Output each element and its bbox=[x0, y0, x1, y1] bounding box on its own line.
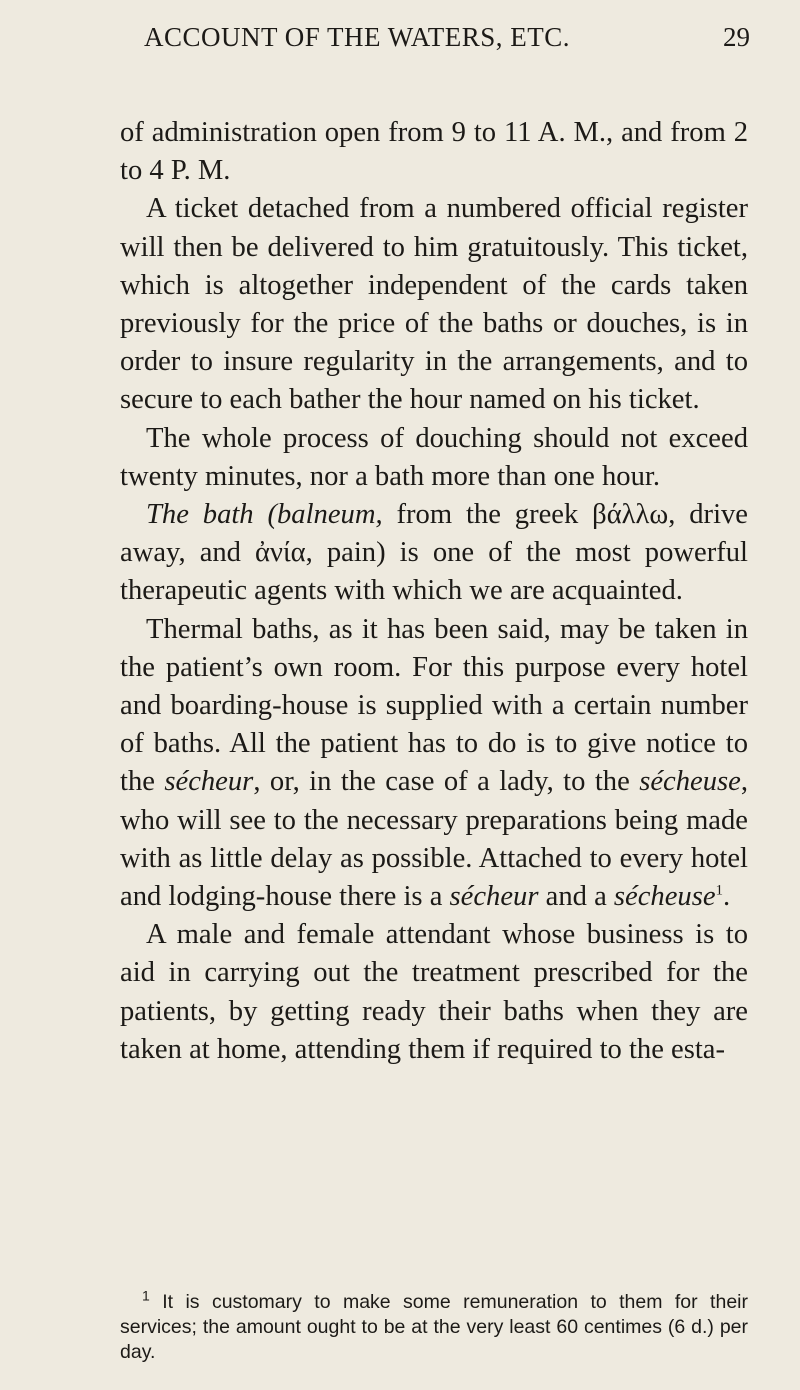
footnotes bbox=[120, 1287, 748, 1365]
paragraph-douching bbox=[120, 420, 748, 496]
paragraph-text: from the greek βάλλω, drive away, and ἀνία, pain) is one of the most powerful therapeutic agents with which we are acquainted. bbox=[120, 499, 748, 607]
body-text bbox=[120, 114, 748, 1069]
page-number: 29 bbox=[723, 22, 750, 52]
paragraph-bath bbox=[120, 496, 748, 611]
paragraph-attendants bbox=[120, 916, 748, 1069]
paragraph-text: , or, in the case of a lady, to the bbox=[253, 766, 640, 798]
paragraph-text: and a bbox=[538, 881, 614, 913]
footnote-reference: 1 bbox=[715, 882, 724, 899]
footnote-mark: 1 bbox=[142, 1287, 150, 1304]
italic-term: sécheur bbox=[449, 881, 539, 913]
italic-term: sécheuse bbox=[613, 881, 716, 913]
paragraph-text: A male and female attendant whose business is to aid in carrying out the treatment prescribed for the patients, by getting ready their baths when they are taken at home, attending them if required to the esta- bbox=[120, 919, 748, 1065]
paragraph-text: The whole process of douching should not exceed twenty minutes, nor a bath more than one hour. bbox=[120, 422, 748, 492]
paragraph-text: , who will see to the necessary preparations being made with as little delay as possible. Attached to every hotel and lodging-house there is a bbox=[120, 766, 748, 913]
paragraph-text: . bbox=[723, 881, 731, 913]
running-head: ACCOUNT OF THE WATERS, ETC. bbox=[144, 22, 571, 52]
paragraph-thermal-baths bbox=[120, 611, 748, 917]
paragraph-text: of administration open from 9 to 11 A. M., and from 2 to 4 P. M. bbox=[120, 117, 748, 187]
footnote bbox=[120, 1287, 748, 1365]
paragraph-ticket bbox=[120, 190, 748, 419]
page-header bbox=[120, 22, 750, 62]
italic-term: The bath (balneum, bbox=[146, 499, 383, 531]
paragraph-continued bbox=[120, 114, 748, 190]
italic-term: sécheur bbox=[164, 766, 254, 798]
footnote-text: It is customary to make some remuneration to them for their services; the amount ought to be at the very least 60 centimes (6 d.) per day. bbox=[120, 1291, 748, 1363]
paragraph-text: Thermal baths, as it has been said, may be taken in the patient’s own room. For this purpose every hotel and boarding-house is supplied with a certain number of baths. All the patient has to do is to give notice to the bbox=[120, 613, 748, 798]
italic-term: sécheuse bbox=[639, 766, 741, 798]
paragraph-text: A ticket detached from a numbered official register will then be delivered to him gratuitously. This ticket, which is altogether independent of the cards taken previously for the price of the baths or douches, is in order to insure regularity in the arrangements, and to secure to each bather the hour named on his ticket. bbox=[120, 193, 748, 416]
